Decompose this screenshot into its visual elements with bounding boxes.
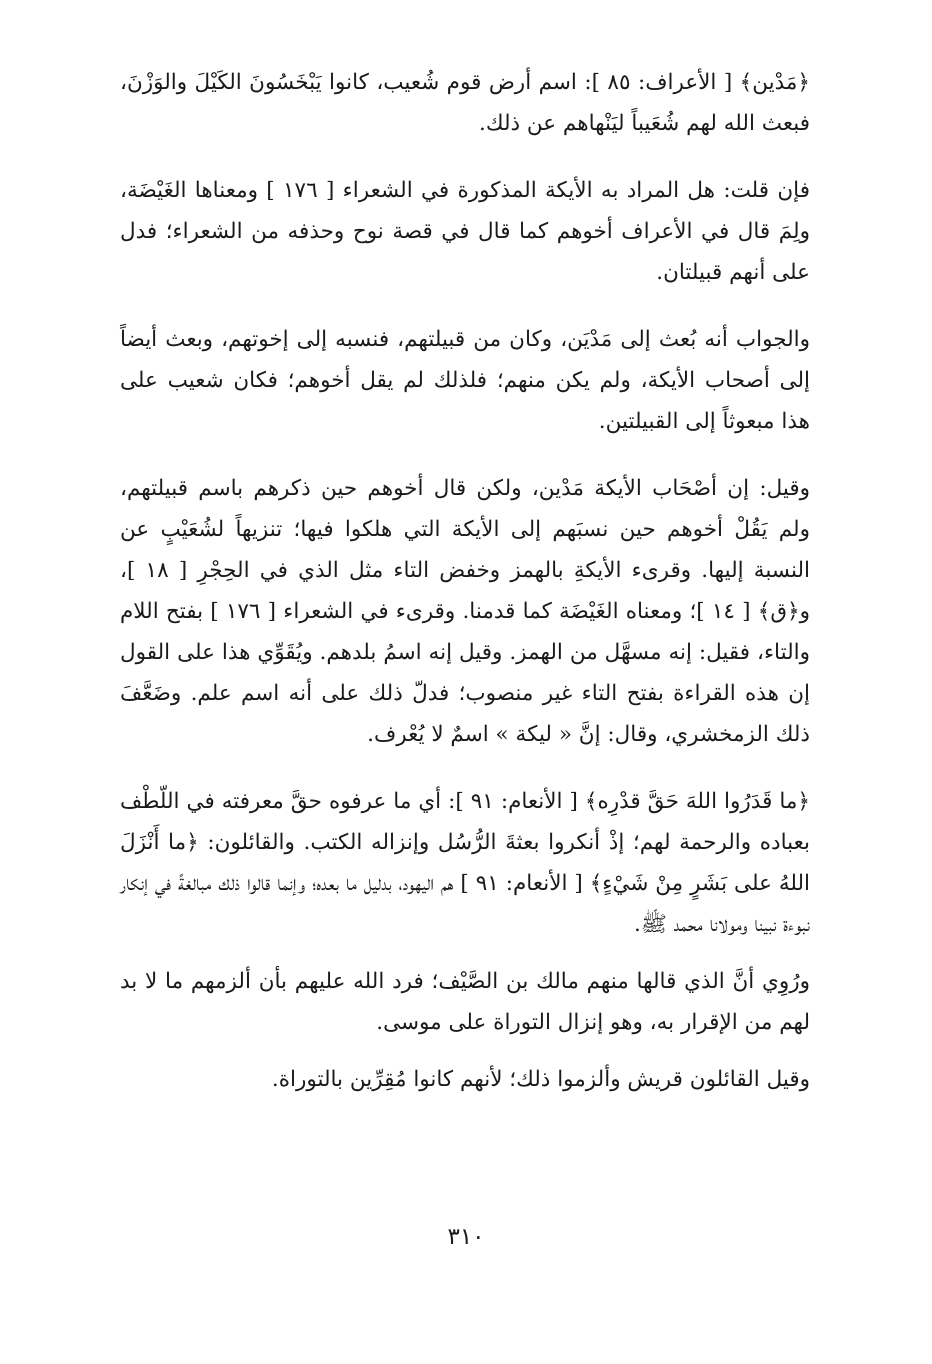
paragraph-quraysh: وقيل القائلون قريش وألزموا ذلك؛ لأنهم كانوا مُقِرِّين بالتوراة.: [271, 1067, 810, 1092]
paragraph-ma-qadaru: ﴿ما قَدَرُوا اللهَ حَقَّ قدْرِه﴾ [ الأنعام: ٩١ ]: أي ما عرفوه حقَّ معرفته في اللّطْف بعباده والرحمة لهم؛ إذْ أنكروا بعثةَ الرُّسُل وإنزاله الكتب. والقائلون: ﴿ما أَنْزَلَ اللهُ على بَشَرٍ مِنْ شَيْءٍ﴾ [ الأنعام: ٩١ ] هم اليهود، بدليل ما بعده؛ وإنما قالوا ذلك مبالغةً في إنكار نبوءة نبينا ومولانا محمد ﷺ.: [120, 789, 810, 937]
paragraph-madyan: ﴿مَدْين﴾ [ الأعراف: ٨٥ ]: اسم أرض قوم شُعيب، كانوا يَبْخَسُونَ الكَيْلَ والوَزْنَ، فبعث الله لهم شُعَيباً ليَنْهاهم عن ذلك.: [120, 70, 810, 136]
paragraph-answer: والجواب أنه بُعث إلى مَدْيَن، وكان من قبيلتهم، فنسبه إلى إخوتهم، وبعث أيضاً إلى أصحاب الأيكة، ولم يكن منهم؛ فلذلك لم يقل أخوهم؛ فكان شعيب على هذا مبعوثاً إلى القبيلتين.: [120, 327, 810, 434]
paragraph-question-aykah: فإن قلت: هل المراد به الأيكة المذكورة في الشعراء [ ١٧٦ ] ومعناها الغَيْضَة، ولِمَ قال في الأعراف أخوهم كما قال في قصة نوح وحذفه من الشعراء؛ فدل على أنهم قبيلتان.: [120, 178, 810, 285]
paragraph-aykah-reading: وقيل: إن أصْحَاب الأيكة مَدْين، ولكن قال أخوهم حين ذكرهم باسم قبيلتهم، ولم يَقُلْ أخوهم حين نسبَهم إلى الأيكة التي هلكوا فيها؛ تنزيهاً لشُعَيْبٍ عن النسبة إليها. وقرىء الأيكةِ بالهمز وخفض التاء مثل الذي في الحِجْرِ [ ١٨ ]، و﴿ق﴾ [ ١٤ ]؛ ومعناه الغَيْضَة كما قدمنا. وقرىء في الشعراء [ ١٧٦ ] بفتح اللام والتاء، فقيل: إنه مسهَّل من الهمز. وقيل إنه اسمُ بلدهم. ويُقَوِّي هذا على القول إن هذه القراءة بفتح التاء غير منصوب؛ فدلّ ذلك على أنه اسم علم. وضَعَّفَ ذلك الزمخشري، وقال: إنَّ « ليكة » اسمٌ لا يُعْرف.: [120, 476, 811, 747]
page-body: [120, 62, 810, 1100]
page-number: ٣١٠: [447, 1224, 485, 1250]
paragraph-narration: ورُوِي أنَّ الذي قالها منهم مالك بن الصَّيْف؛ فرد الله عليهم بأن ألزمهم ما لا بد لهم من الإقرار به، وهو إنزال التوراة على موسى.: [120, 969, 810, 1035]
